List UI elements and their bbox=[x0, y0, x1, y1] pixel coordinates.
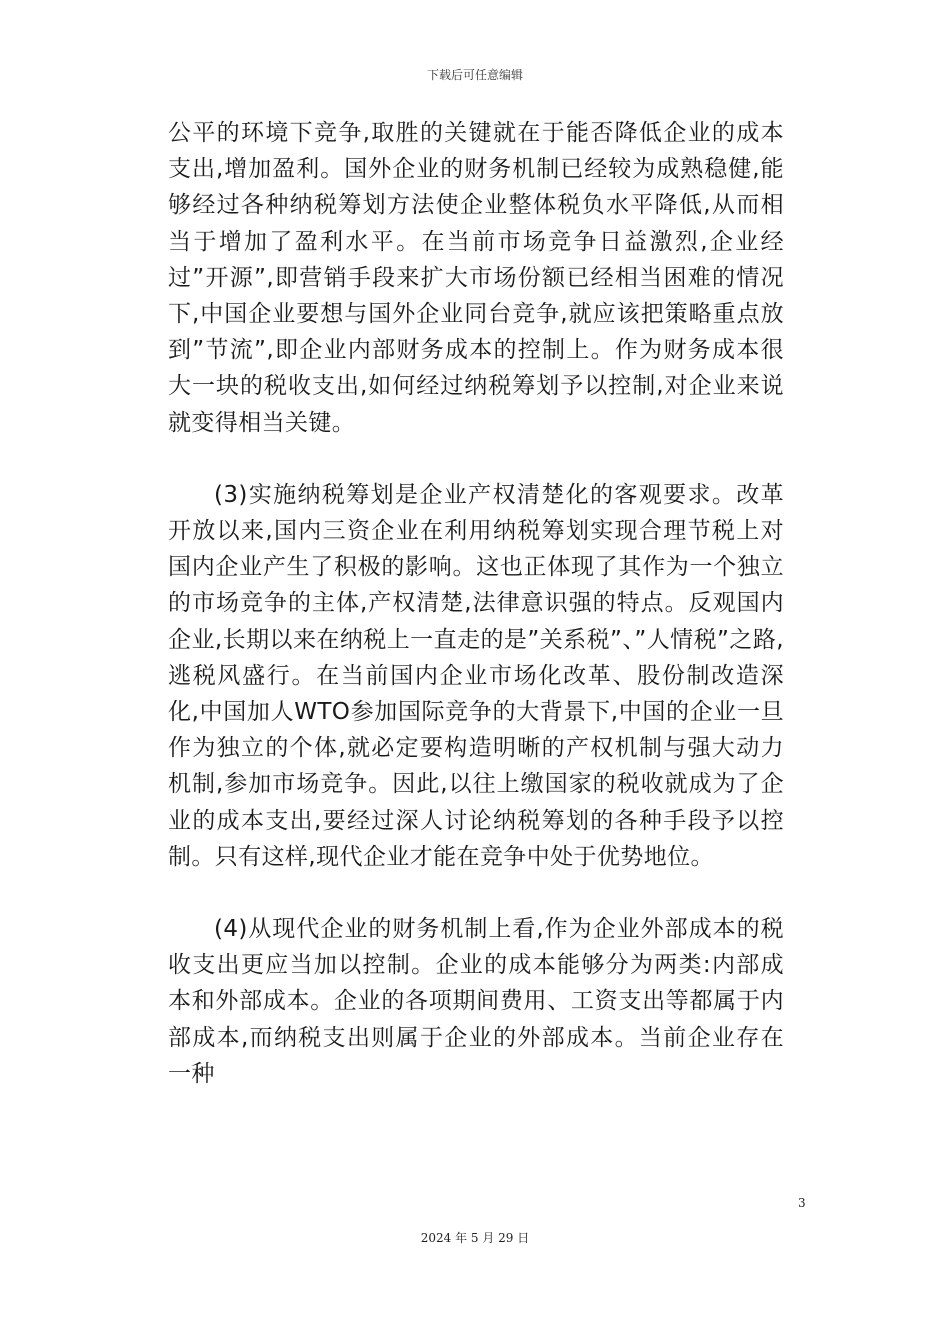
document-body bbox=[168, 115, 784, 1092]
paragraph-spacer bbox=[168, 875, 784, 911]
page-number: 3 bbox=[798, 1196, 806, 1210]
paragraph-spacer bbox=[168, 441, 784, 477]
paragraph-point-4: (4)从现代企业的财务机制上看,作为企业外部成本的税收支出更应当加以控制。企业的成本能够分为两类:内部成本和外部成本。企业的各项期间费用、工资支出等都属于内部成本,而纳税支出则属于企业的外部成本。当前企业存在一种 bbox=[168, 916, 784, 1087]
paragraph-continuation: 公平的环境下竞争,取胜的关键就在于能否降低企业的成本支出,增加盈利。国外企业的财务机制已经较为成熟稳健,能够经过各种纳税筹划方法使企业整体税负水平降低,从而相当于增加了盈利水平。在当前市场竞争日益激烈,企业经过”开源”,即营销手段来扩大市场份额已经相当困难的情况下,中国企业要想与国外企业同台竞争,就应该把策略重点放到”节流”,即企业内部财务成本的控制上。作为财务成本很大一块的税收支出,如何经过纳税筹划予以控制,对企业来说就变得相当关键。 bbox=[168, 120, 784, 436]
page-header: 下载后可任意编辑 bbox=[426, 68, 523, 82]
paragraph-point-3: (3)实施纳税筹划是企业产权清楚化的客观要求。改革开放以来,国内三资企业在利用纳税筹划实现合理节税上对国内企业产生了积极的影响。这也正体现了其作为一个独立的市场竞争的主体,产权清楚,法律意识强的特点。反观国内企业,长期以来在纳税上一直走的是”关系税”、”人情税”之路,逃税风盛行。在当前国内企业市场化改革、股份制改造深化,中国加人WTO参加国际竞争的大背景下,中国的企业一旦作为独立的个体,就必定要构造明晰的产权机制与强大动力机制,参加市场竞争。因此,以往上缴国家的税收就成为了企业的成本支出,要经过深人讨论纳税筹划的各种手段予以控制。只有这样,现代企业才能在竞争中处于优势地位。 bbox=[168, 481, 784, 870]
page-footer-date: 2024 年 5 月 29 日 bbox=[420, 1231, 530, 1245]
